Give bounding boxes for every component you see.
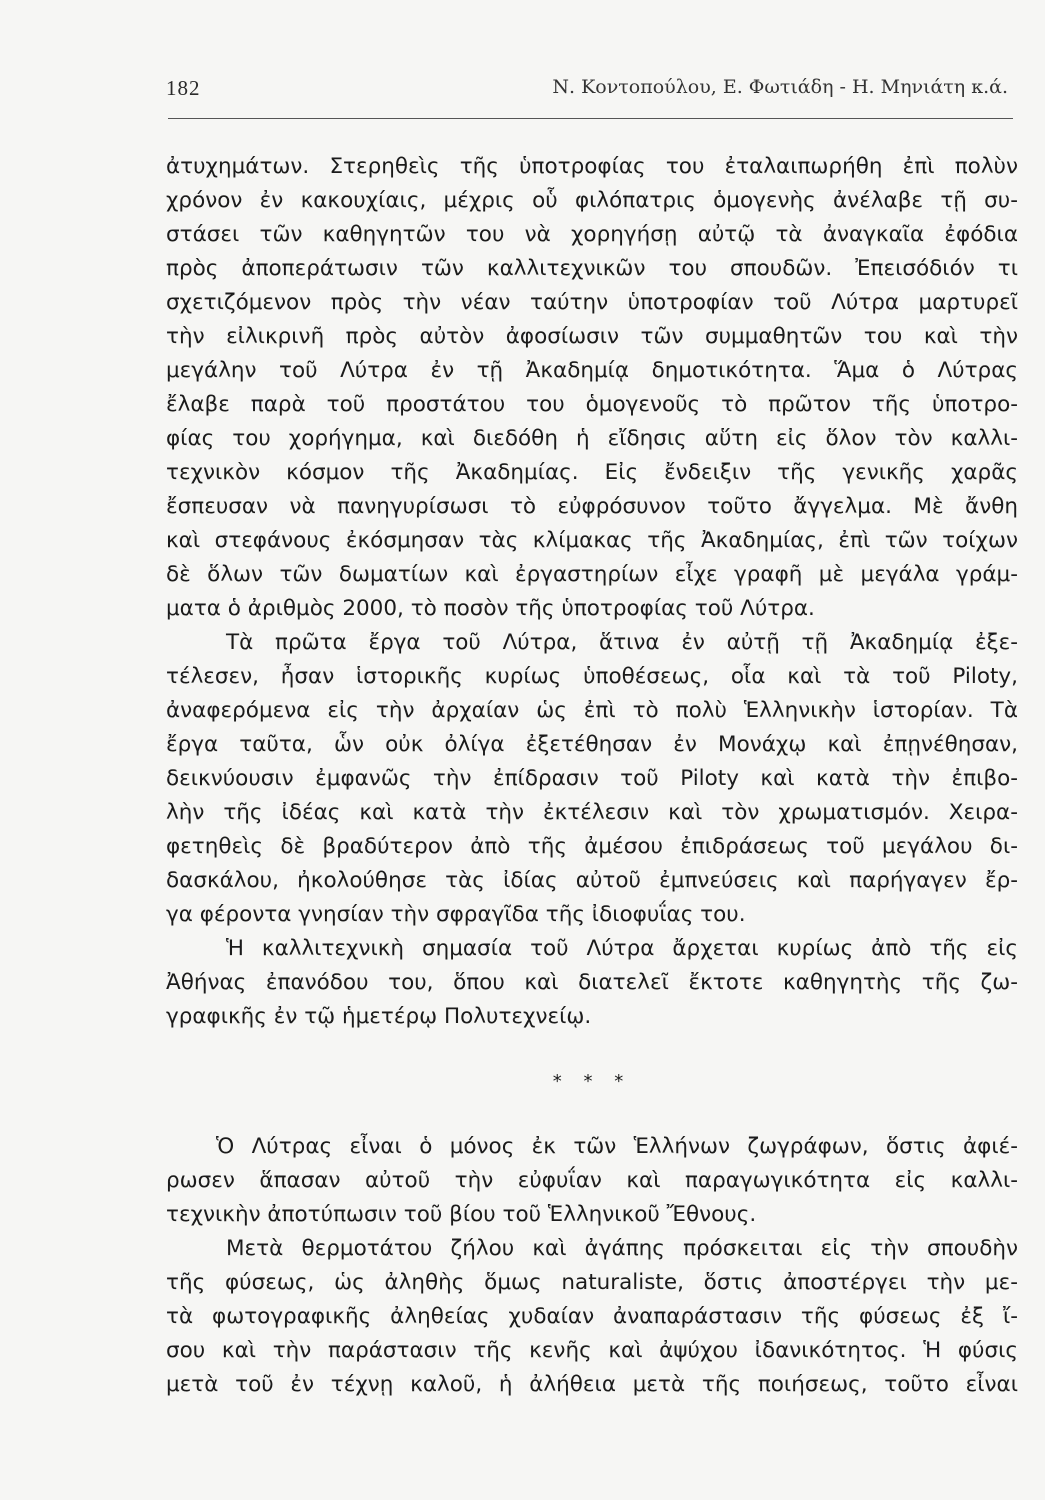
text-line: Ἀθήνας ἐπανόδου του, ὅπου καὶ διατελεῖ ἔκτοτε καθηγητὴς τῆς ζω-	[166, 970, 1018, 995]
header-rule	[168, 118, 1013, 119]
text-line: πρὸς ἀποπεράτωσιν τῶν καλλιτεχνικῶν του σπουδῶν. Ἐπεισόδιόν τι	[166, 256, 1018, 281]
text-line: δεικνύουσιν ἐμφανῶς τὴν ἐπίδρασιν τοῦ Piloty καὶ κατὰ τὴν ἐπιβο-	[166, 766, 1018, 791]
text-line: ἔσπευσαν νὰ πανηγυρίσωσι τὸ εὐφρόσυνον τοῦτο ἄγγελμα. Μὲ ἄνθη	[166, 494, 1018, 519]
text-line: ματα ὁ ἀριθμὸς 2000, τὸ ποσὸν τῆς ὑποτροφίας τοῦ Λύτρα.	[166, 596, 815, 621]
text-line: τῆς φύσεως, ὡς ἀληθὴς ὅμως naturaliste, ὅστις ἀποστέργει τὴν με-	[166, 1270, 1018, 1295]
text-line: γραφικῆς ἐν τῷ ἡμετέρῳ Πολυτεχνείῳ.	[166, 1004, 592, 1029]
section-gap	[166, 1099, 1018, 1130]
text-line: τὴν εἰλικρινῆ πρὸς αὐτὸν ἀφοσίωσιν τῶν συμμαθητῶν του καὶ τὴν	[166, 324, 1018, 349]
text-line: μεγάλην τοῦ Λύτρα ἐν τῇ Ἀκαδημίᾳ δημοτικότητα. Ἅμα ὁ Λύτρας	[166, 358, 1018, 383]
page-header	[166, 76, 1016, 110]
text-line: ἔργα ταῦτα, ὧν οὐκ ὀλίγα ἐξετέθησαν ἐν Μονάχῳ καὶ ἐπῃνέθησαν,	[166, 732, 1018, 757]
text-line: στάσει τῶν καθηγητῶν του νὰ χορηγήσῃ αὐτῷ τὰ ἀναγκαῖα ἐφόδια	[166, 222, 1018, 247]
text-line: τέλεσεν, ἦσαν ἱστορικῆς κυρίως ὑποθέσεως, οἷα καὶ τὰ τοῦ Piloty,	[166, 664, 1018, 689]
paragraph-start: Τὰ πρῶτα ἔργα τοῦ Λύτρα, ἅτινα ἐν αὐτῇ τῇ Ἀκαδημίᾳ ἐξε-	[226, 630, 1018, 655]
text-line: φετηθεὶς δὲ βραδύτερον ἀπὸ τῆς ἀμέσου ἐπιδράσεως τοῦ μεγάλου δι-	[166, 834, 1018, 859]
text-line: δὲ ὅλων τῶν δωματίων καὶ ἐργαστηρίων εἶχε γραφῆ μὲ μεγάλα γράμ-	[166, 562, 1018, 587]
body-text	[166, 150, 1018, 1402]
paragraph-start: Ἡ καλλιτεχνικὴ σημασία τοῦ Λύτρα ἄρχεται κυρίως ἀπὸ τῆς εἰς	[226, 936, 1018, 961]
text-line: ἔλαβε παρὰ τοῦ προστάτου του ὁμογενοῦς τὸ πρῶτον τῆς ὑποτρο-	[166, 392, 1018, 417]
text-line: καὶ στεφάνους ἐκόσμησαν τὰς κλίμακας τῆς Ἀκαδημίας, ἐπὶ τῶν τοίχων	[166, 528, 1018, 553]
text-line: τεχνικὸν κόσμον τῆς Ἀκαδημίας. Εἰς ἔνδειξιν τῆς γενικῆς χαρᾶς	[166, 460, 1018, 485]
text-line: τεχνικὴν ἀποτύπωσιν τοῦ βίου τοῦ Ἑλληνικοῦ Ἔθνους.	[166, 1202, 757, 1227]
section-gap	[166, 1034, 1018, 1065]
text-line: ρωσεν ἅπασαν αὐτοῦ τὴν εὐφυΐαν καὶ παραγωγικότητα εἰς καλλι-	[166, 1168, 1018, 1193]
text-line: ἀτυχημάτων. Στερηθεὶς τῆς ὑποτροφίας του ἐταλαιπωρήθη ἐπὶ πολὺν	[166, 154, 1018, 179]
text-line: φίας του χορήγημα, καὶ διεδόθη ἡ εἴδησις αὕτη εἰς ὅλον τὸν καλλι-	[166, 426, 1018, 451]
page-number: 182	[166, 76, 201, 100]
text-line: σου καὶ τὴν παράστασιν τῆς κενῆς καὶ ἀψύχου ἰδανικότητος. Ἡ φύσις	[166, 1338, 1018, 1363]
paragraph-start: Μετὰ θερμοτάτου ζήλου καὶ ἀγάπης πρόσκειται εἰς τὴν σπουδὴν	[226, 1236, 1018, 1261]
text-line: ἀναφερόμενα εἰς τὴν ἀρχαίαν ὡς ἐπὶ τὸ πολὺ Ἑλληνικὴν ἱστορίαν. Τὰ	[166, 698, 1018, 723]
text-line: λὴν τῆς ἰδέας καὶ κατὰ τὴν ἐκτέλεσιν καὶ τὸν χρωματισμόν. Χειρα-	[166, 800, 1018, 825]
text-line: χρόνον ἐν κακουχίαις, μέχρις οὗ φιλόπατρις ὁμογενὴς ἀνέλαβε τῇ συ-	[166, 188, 1018, 213]
text-line: σχετιζόμενον πρὸς τὴν νέαν ταύτην ὑποτροφίαν τοῦ Λύτρα μαρτυρεῖ	[166, 290, 1018, 315]
text-line: δασκάλου, ἠκολούθησε τὰς ἰδίας αὐτοῦ ἐμπνεύσεις καὶ παρήγαγεν ἔρ-	[166, 868, 1018, 893]
section-separator: * * *	[552, 1071, 632, 1092]
text-line: μετὰ τοῦ ἐν τέχνῃ καλοῦ, ἡ ἀλήθεια μετὰ τῆς ποιήσεως, τοῦτο εἶναι	[166, 1372, 1018, 1397]
running-head: Ν. Κοντοπούλου, Ε. Φωτιάδη - Η. Μηνιάτη κ.ά.	[552, 76, 1008, 98]
paragraph-start: Ὁ Λύτρας εἶναι ὁ μόνος ἐκ τῶν Ἑλλήνων ζωγράφων, ὅστις ἀφιέ-	[216, 1134, 1018, 1159]
text-line: τὰ φωτογραφικῆς ἀληθείας χυδαίαν ἀναπαράστασιν τῆς φύσεως ἐξ ἴ-	[166, 1304, 1018, 1329]
text-line: γα φέροντα γνησίαν τὴν σφραγῖδα τῆς ἰδιοφυΐας του.	[166, 902, 746, 927]
